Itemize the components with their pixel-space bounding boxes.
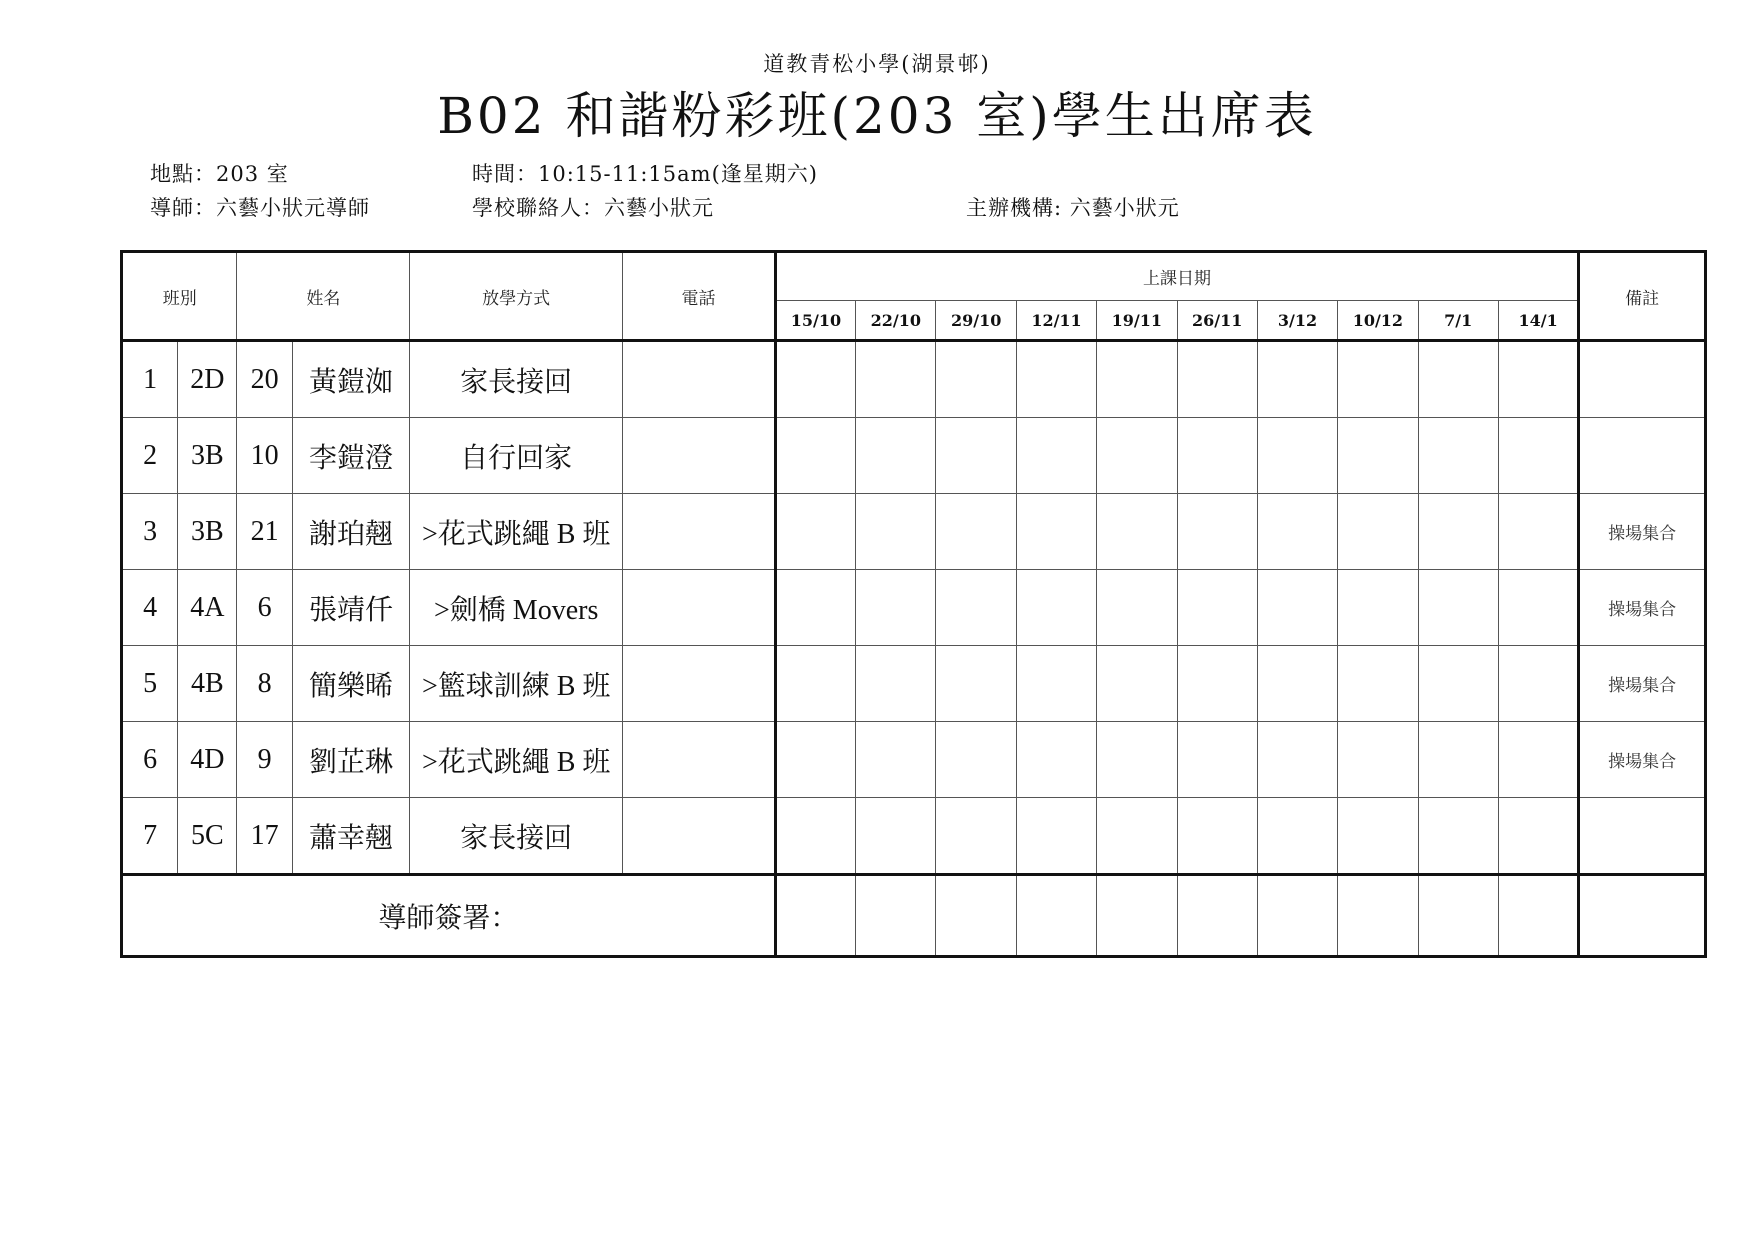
- attendance-cell[interactable]: [1418, 722, 1498, 798]
- date-header: 14/1: [1498, 301, 1578, 341]
- attendance-cell[interactable]: [936, 494, 1016, 570]
- student-number: 8: [237, 646, 292, 722]
- dismissal-method: 家長接回: [410, 798, 623, 875]
- attendance-cell[interactable]: [936, 418, 1016, 494]
- attendance-cell[interactable]: [1257, 418, 1337, 494]
- attendance-cell[interactable]: [936, 722, 1016, 798]
- header-dismissal: 放學方式: [410, 252, 623, 341]
- row-number: 6: [122, 722, 178, 798]
- attendance-cell[interactable]: [1097, 570, 1177, 646]
- attendance-cell[interactable]: [775, 418, 855, 494]
- attendance-cell[interactable]: [1257, 570, 1337, 646]
- student-name: 簡樂晞: [292, 646, 410, 722]
- phone-cell: [623, 494, 776, 570]
- phone-cell: [623, 418, 776, 494]
- attendance-cell[interactable]: [1177, 494, 1257, 570]
- phone-cell: [623, 570, 776, 646]
- attendance-cell[interactable]: [1177, 798, 1257, 875]
- student-name: 謝珀翹: [292, 494, 410, 570]
- dismissal-method: >籃球訓練 B 班: [410, 646, 623, 722]
- attendance-cell[interactable]: [1418, 341, 1498, 418]
- remark-cell: 操場集合: [1579, 722, 1706, 798]
- attendance-cell[interactable]: [775, 722, 855, 798]
- attendance-cell[interactable]: [1498, 722, 1578, 798]
- student-name: 李鎧澄: [292, 418, 410, 494]
- header-class: 班別: [122, 252, 237, 341]
- signature-remark-cell: [1579, 875, 1706, 957]
- attendance-cell[interactable]: [856, 798, 936, 875]
- header-dates: 上課日期: [775, 252, 1579, 301]
- attendance-cell[interactable]: [1257, 341, 1337, 418]
- row-number: 2: [122, 418, 178, 494]
- table-row: [122, 646, 1706, 722]
- attendance-cell[interactable]: [1016, 418, 1096, 494]
- attendance-cell[interactable]: [1097, 494, 1177, 570]
- attendance-cell[interactable]: [1338, 570, 1418, 646]
- row-number: 4: [122, 570, 178, 646]
- signature-row: [122, 875, 1706, 957]
- school-name: 道教青松小學(湖景邨): [763, 52, 991, 76]
- attendance-cell[interactable]: [1177, 418, 1257, 494]
- phone-cell: [623, 341, 776, 418]
- student-class: 2D: [178, 341, 237, 418]
- student-name: 張靖仟: [292, 570, 410, 646]
- attendance-cell[interactable]: [1177, 646, 1257, 722]
- student-number: 10: [237, 418, 292, 494]
- student-name: 蕭幸翹: [292, 798, 410, 875]
- signature-cell[interactable]: [1498, 875, 1578, 957]
- date-header: 26/11: [1177, 301, 1257, 341]
- remark-cell: 操場集合: [1579, 570, 1706, 646]
- contact-label: 學校聯絡人：六藝小狀元: [472, 196, 714, 220]
- dismissal-method: 家長接回: [410, 341, 623, 418]
- attendance-cell[interactable]: [1498, 798, 1578, 875]
- row-number: 3: [122, 494, 178, 570]
- student-number: 17: [237, 798, 292, 875]
- signature-cell[interactable]: [1097, 875, 1177, 957]
- attendance-cell[interactable]: [1257, 494, 1337, 570]
- table-row: [122, 418, 1706, 494]
- attendance-cell[interactable]: [856, 570, 936, 646]
- attendance-cell[interactable]: [1498, 341, 1578, 418]
- attendance-cell[interactable]: [936, 570, 1016, 646]
- signature-cell[interactable]: [856, 875, 936, 957]
- attendance-cell[interactable]: [1097, 418, 1177, 494]
- date-header: 29/10: [936, 301, 1016, 341]
- attendance-cell[interactable]: [775, 646, 855, 722]
- attendance-cell[interactable]: [1016, 494, 1096, 570]
- student-class: 4A: [178, 570, 237, 646]
- student-number: 9: [237, 722, 292, 798]
- attendance-cell[interactable]: [856, 418, 936, 494]
- date-header: 22/10: [856, 301, 936, 341]
- attendance-cell[interactable]: [856, 722, 936, 798]
- student-name: 黃鎧洳: [292, 341, 410, 418]
- location-label: 地點：203 室: [150, 162, 289, 186]
- attendance-cell[interactable]: [1016, 341, 1096, 418]
- attendance-cell[interactable]: [1418, 418, 1498, 494]
- attendance-cell[interactable]: [1177, 341, 1257, 418]
- attendance-cell[interactable]: [1338, 341, 1418, 418]
- date-header: 19/11: [1097, 301, 1177, 341]
- header-phone: 電話: [623, 252, 776, 341]
- attendance-cell[interactable]: [1498, 418, 1578, 494]
- attendance-cell[interactable]: [1097, 798, 1177, 875]
- signature-cell[interactable]: [1338, 875, 1418, 957]
- attendance-cell[interactable]: [1257, 722, 1337, 798]
- table-row: [122, 494, 1706, 570]
- remark-cell: [1579, 418, 1706, 494]
- attendance-cell[interactable]: [936, 798, 1016, 875]
- attendance-cell[interactable]: [1097, 646, 1177, 722]
- date-header: 15/10: [775, 301, 855, 341]
- attendance-cell[interactable]: [775, 570, 855, 646]
- attendance-cell[interactable]: [1338, 722, 1418, 798]
- attendance-table: [120, 250, 1707, 958]
- attendance-cell[interactable]: [1418, 570, 1498, 646]
- attendance-cell[interactable]: [936, 646, 1016, 722]
- attendance-cell[interactable]: [1418, 646, 1498, 722]
- attendance-cell[interactable]: [1016, 570, 1096, 646]
- attendance-cell[interactable]: [1498, 570, 1578, 646]
- attendance-cell[interactable]: [775, 494, 855, 570]
- remark-cell: [1579, 341, 1706, 418]
- header-remark: 備註: [1579, 252, 1706, 341]
- attendance-cell[interactable]: [1016, 646, 1096, 722]
- student-number: 21: [237, 494, 292, 570]
- dismissal-method: >花式跳繩 B 班: [410, 494, 623, 570]
- date-header: 10/12: [1338, 301, 1418, 341]
- remark-cell: 操場集合: [1579, 646, 1706, 722]
- remark-cell: [1579, 798, 1706, 875]
- signature-cell[interactable]: [1177, 875, 1257, 957]
- row-number: 7: [122, 798, 178, 875]
- attendance-cell[interactable]: [1016, 798, 1096, 875]
- date-header: 7/1: [1418, 301, 1498, 341]
- attendance-cell[interactable]: [936, 341, 1016, 418]
- signature-cell[interactable]: [1016, 875, 1096, 957]
- attendance-cell[interactable]: [1177, 570, 1257, 646]
- dismissal-method: 自行回家: [410, 418, 623, 494]
- table-row: [122, 798, 1706, 875]
- date-header: 3/12: [1257, 301, 1337, 341]
- attendance-cell[interactable]: [1097, 722, 1177, 798]
- time-label: 時間：10:15-11:15am(逢星期六): [472, 162, 818, 186]
- header-name: 姓名: [237, 252, 410, 341]
- remark-cell: 操場集合: [1579, 494, 1706, 570]
- row-number: 5: [122, 646, 178, 722]
- student-class: 3B: [178, 494, 237, 570]
- organizer-label: 主辦機構: 六藝小狀元: [966, 196, 1180, 220]
- phone-cell: [623, 646, 776, 722]
- attendance-cell[interactable]: [1338, 646, 1418, 722]
- attendance-cell[interactable]: [1097, 341, 1177, 418]
- student-class: 3B: [178, 418, 237, 494]
- signature-cell[interactable]: [936, 875, 1016, 957]
- dismissal-method: >劍橋 Movers: [410, 570, 623, 646]
- attendance-cell[interactable]: [775, 341, 855, 418]
- attendance-cell[interactable]: [1498, 646, 1578, 722]
- student-number: 20: [237, 341, 292, 418]
- row-number: 1: [122, 341, 178, 418]
- table-row: [122, 570, 1706, 646]
- attendance-cell[interactable]: [1016, 722, 1096, 798]
- signature-cell[interactable]: [1418, 875, 1498, 957]
- date-header: 12/11: [1016, 301, 1096, 341]
- tutor-signature-label: 導師簽署：: [122, 875, 776, 957]
- table-row: [122, 722, 1706, 798]
- attendance-cell[interactable]: [856, 341, 936, 418]
- student-class: 5C: [178, 798, 237, 875]
- attendance-cell[interactable]: [1257, 798, 1337, 875]
- student-class: 4B: [178, 646, 237, 722]
- attendance-cell[interactable]: [1418, 798, 1498, 875]
- student-number: 6: [237, 570, 292, 646]
- student-name: 劉芷琳: [292, 722, 410, 798]
- attendance-cell[interactable]: [1257, 646, 1337, 722]
- attendance-cell[interactable]: [1498, 494, 1578, 570]
- student-class: 4D: [178, 722, 237, 798]
- attendance-cell[interactable]: [1338, 494, 1418, 570]
- phone-cell: [623, 722, 776, 798]
- attendance-cell[interactable]: [775, 798, 855, 875]
- attendance-cell[interactable]: [1177, 722, 1257, 798]
- tutor-label: 導師：六藝小狀元導師: [150, 196, 370, 220]
- signature-cell[interactable]: [1257, 875, 1337, 957]
- attendance-cell[interactable]: [1338, 798, 1418, 875]
- page-title: B02 和諧粉彩班(203 室)學生出席表: [437, 87, 1317, 145]
- attendance-cell[interactable]: [1418, 494, 1498, 570]
- attendance-cell[interactable]: [1338, 418, 1418, 494]
- attendance-cell[interactable]: [856, 646, 936, 722]
- table-row: [122, 341, 1706, 418]
- dismissal-method: >花式跳繩 B 班: [410, 722, 623, 798]
- phone-cell: [623, 798, 776, 875]
- signature-cell[interactable]: [775, 875, 855, 957]
- attendance-cell[interactable]: [856, 494, 936, 570]
